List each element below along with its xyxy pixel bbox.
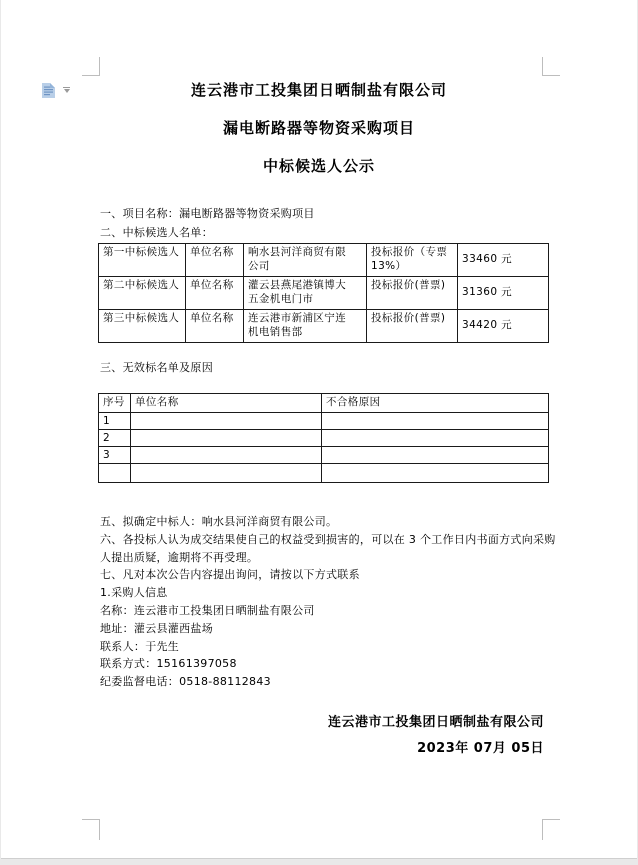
price-cell: 31360 元 (458, 277, 549, 310)
candidate-row-2 (99, 277, 549, 310)
empty-cell (322, 413, 549, 430)
empty-cell (322, 430, 549, 447)
paragraph-candidate-list-heading: 二、中标候选人名单： (100, 226, 213, 239)
price-cell: 33460 元 (458, 244, 549, 277)
paragraph-contact-phone: 联系方式：15161397058 (100, 657, 237, 671)
price-cell: 34420 元 (458, 310, 549, 343)
margin-mark-top-left (82, 57, 100, 76)
company-line: 公司 (248, 259, 270, 272)
price-label-cell (367, 244, 458, 277)
invalid-bids-table (98, 393, 549, 483)
margin-mark-bottom-left (82, 819, 100, 840)
candidate-row-1 (99, 244, 549, 277)
invalid-row-3 (99, 447, 549, 464)
price-label-line: 投标报价(普票) (371, 312, 446, 324)
invalid-row-4 (99, 464, 549, 483)
unit-label-cell: 单位名称 (186, 310, 244, 343)
company-line: 灌云县燕尾港镇博大 (248, 279, 347, 291)
company-cell (244, 244, 367, 277)
company-line: 连云港市新浦区宁连 (248, 312, 347, 324)
rank-cell: 第三中标候选人 (99, 310, 186, 343)
empty-cell (131, 464, 322, 483)
rank-cell: 第二中标候选人 (99, 277, 186, 310)
company-cell (244, 277, 367, 310)
empty-cell (131, 447, 322, 464)
invalid-table-header-row (99, 394, 549, 413)
signature-block (328, 711, 544, 756)
empty-cell (131, 430, 322, 447)
company-line: 机电销售部 (248, 325, 303, 338)
doc-title-announcement: 中标候选人公示 (262, 157, 375, 175)
company-line: 响水县河洋商贸有限 (248, 246, 347, 258)
header-cell-unit: 单位名称 (131, 394, 322, 413)
company-line: 五金机电门市 (248, 292, 314, 305)
empty-cell (322, 447, 549, 464)
invalid-row-1 (99, 413, 549, 430)
empty-cell (322, 464, 549, 483)
unit-label-cell: 单位名称 (186, 277, 244, 310)
signature-date: 2023年 07月 05日 (417, 741, 544, 756)
invalid-row-2 (99, 430, 549, 447)
paragraph-contact-person: 联系人：于先生 (100, 639, 180, 653)
paragraph-item6-line1: 六、各投标人认为成交结果使自己的权益受到损害的，可以在 3 个工作日内书面方式向采购 (100, 532, 556, 546)
paragraph-invalid-bids-heading: 三、无效标名单及原因 (100, 361, 213, 374)
no-cell (99, 464, 131, 483)
no-cell: 1 (99, 413, 131, 430)
signature-company: 连云港市工投集团日晒制盐有限公司 (327, 715, 544, 730)
price-label-line: 投标报价（专票 (371, 246, 448, 258)
paragraph-purchaser-heading: 1.采购人信息 (100, 586, 168, 600)
unit-label-cell: 单位名称 (186, 244, 244, 277)
candidate-row-3 (99, 310, 549, 343)
doc-title-company: 连云港市工投集团日晒制盐有限公司 (190, 81, 447, 99)
paragraph-purchaser-address: 地址：灌云县灌西盐场 (100, 621, 213, 635)
price-label-cell (367, 310, 458, 343)
paragraph-supervision-phone: 纪委监督电话：0518-88112843 (100, 675, 271, 689)
header-cell-reason: 不合格原因 (322, 394, 549, 413)
price-label-line: 投标报价(普票) (371, 279, 446, 291)
header-cell-no: 序号 (99, 394, 131, 413)
paragraph-item7: 七、凡对本次公告内容提出询问，请按以下方式联系 (100, 568, 360, 582)
price-label-cell (367, 277, 458, 310)
margin-mark-bottom-right (542, 819, 560, 840)
paragraph-project-name: 一、项目名称：漏电断路器等物资采购项目 (100, 207, 315, 220)
paragraph-item6-line2: 人提出质疑，逾期将不再受理。 (100, 550, 259, 564)
company-cell (244, 310, 367, 343)
candidates-table (98, 243, 549, 343)
no-cell: 3 (99, 447, 131, 464)
rank-cell: 第一中标候选人 (99, 244, 186, 277)
price-label-line: 13%） (371, 259, 407, 272)
doc-title-project: 漏电断路器等物资采购项目 (222, 119, 415, 137)
no-cell: 2 (99, 430, 131, 447)
document-page (1, 0, 637, 859)
lower-paragraphs (100, 513, 556, 691)
paragraph-purchaser-name: 名称：连云港市工投集团日晒制盐有限公司 (100, 603, 315, 617)
empty-cell (131, 413, 322, 430)
paragraph-item5: 五、拟确定中标人：响水县河洋商贸有限公司。 (100, 515, 338, 528)
margin-mark-top-right (542, 57, 560, 76)
